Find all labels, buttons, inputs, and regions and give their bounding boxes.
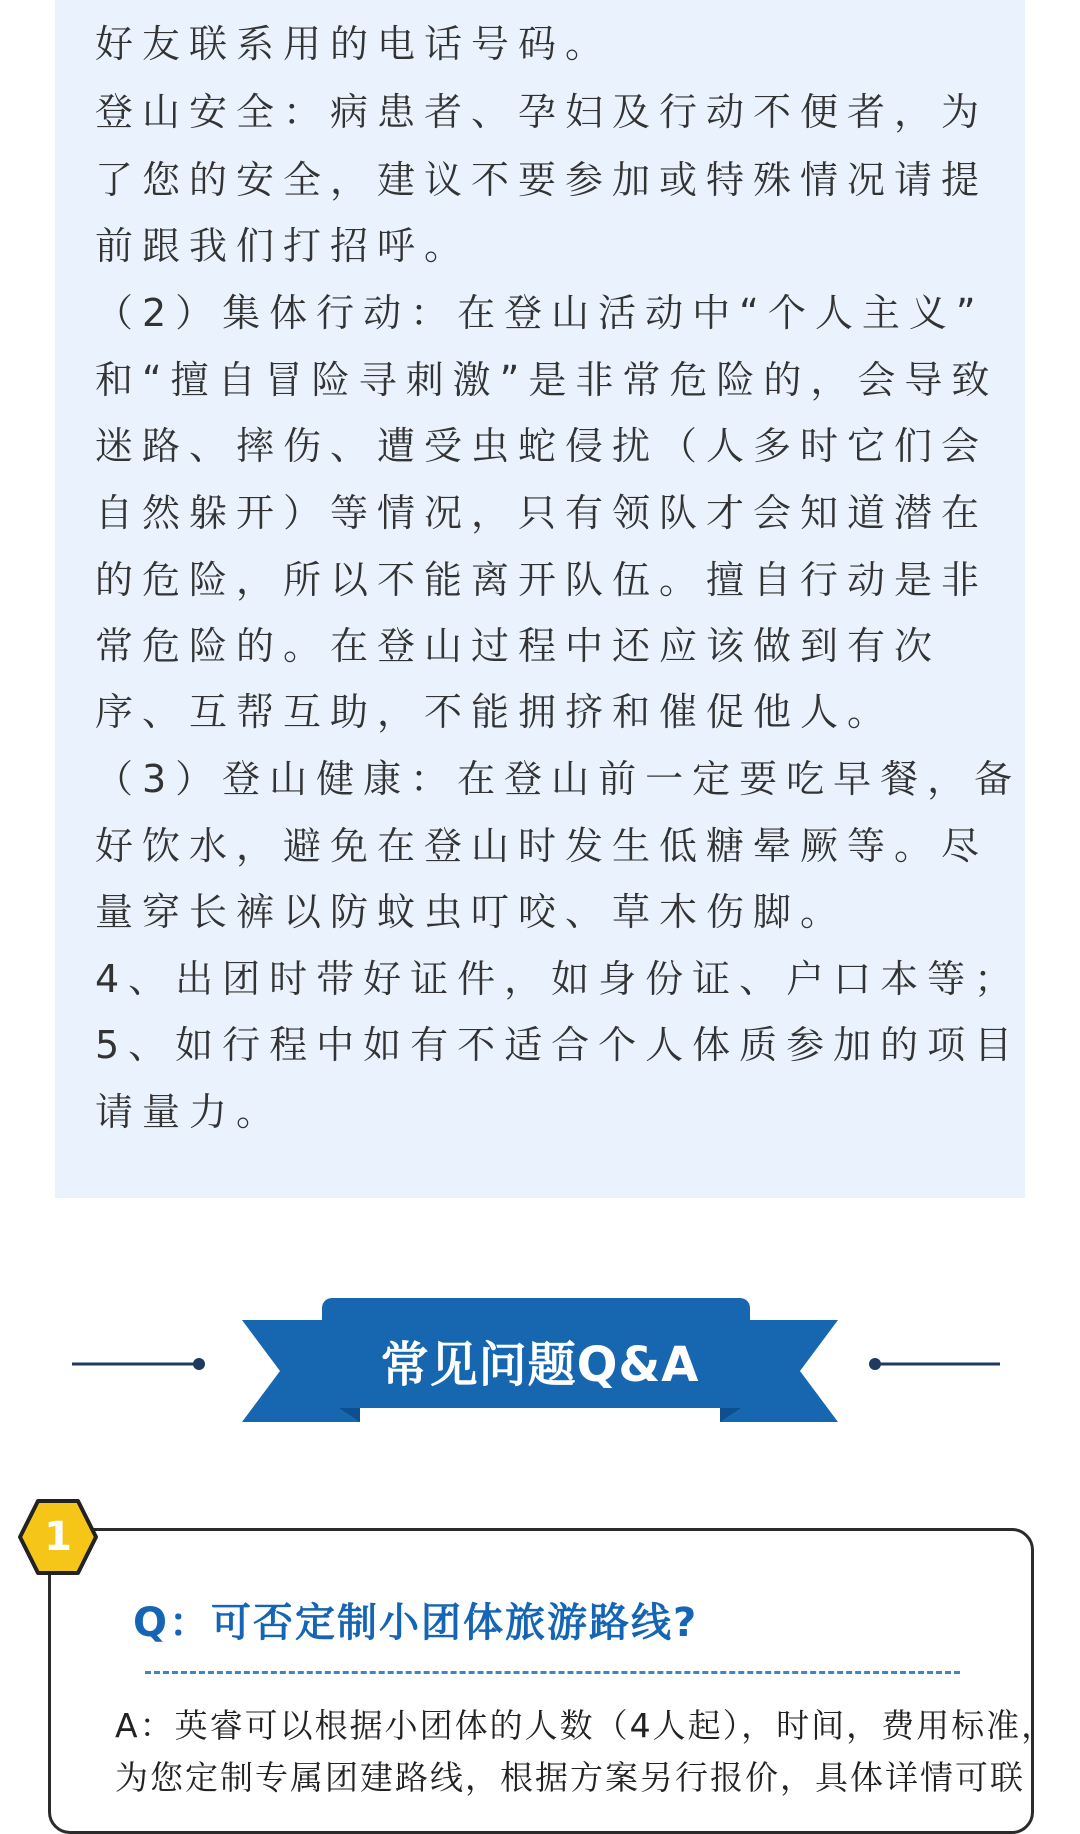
notice-line: 自然躲开）等情况，只有领队才会知道潜在	[95, 491, 989, 535]
qa-answer-line: 为您定制专属团建路线，根据方案另行报价，具体详情可联	[115, 1758, 1025, 1797]
section-banner	[0, 1290, 1080, 1450]
notice-line: 好饮水，避免在登山时发生低糖晕厥等。尽	[95, 824, 989, 868]
notice-line: 量穿长裤以防蚊虫叮咬、草木伤脚。	[95, 890, 848, 934]
notice-box	[55, 0, 1025, 1198]
notice-line: 前跟我们打招呼。	[95, 224, 472, 268]
notice-line: （2）集体行动：在登山活动中“个人主义”	[95, 291, 985, 335]
section-title: 常见问题Q&A	[380, 1337, 700, 1393]
notice-line: 请量力。	[95, 1090, 284, 1134]
notice-line: 和“擅自冒险寻刺激”是非常危险的，会导致	[95, 358, 999, 402]
qa-question: Q：可否定制小团体旅游路线?	[133, 1600, 699, 1646]
left-divider-dot	[193, 1358, 205, 1370]
notice-line: 序、互帮互助，不能拥挤和催促他人。	[95, 690, 895, 734]
notice-line: 登山安全：病患者、孕妇及行动不便者，为	[95, 90, 989, 134]
notice-line: 了您的安全，建议不要参加或特殊情况请提	[95, 158, 989, 202]
qa-dashed-divider	[145, 1671, 960, 1674]
notice-line: 4、出团时带好证件，如身份证、户口本等；	[95, 957, 1022, 1001]
qa-number-badge	[18, 1497, 98, 1577]
qa-answer-line: A：英睿可以根据小团体的人数（4人起），时间，费用标准，	[115, 1706, 1057, 1745]
qa-badge-number: 1	[44, 1514, 72, 1560]
notice-line: 好友联系用的电话号码。	[95, 22, 613, 66]
notice-line: 5、如行程中如有不适合个人体质参加的项目	[95, 1023, 1022, 1067]
notice-line: 迷路、摔伤、遭受虫蛇侵扰（人多时它们会	[95, 424, 989, 468]
notice-line: （3）登山健康：在登山前一定要吃早餐，备	[95, 757, 1022, 801]
notice-line: 的危险，所以不能离开队伍。擅自行动是非	[95, 558, 989, 602]
notice-line: 常危险的。在登山过程中还应该做到有次	[95, 624, 942, 668]
right-divider-dot	[869, 1358, 881, 1370]
